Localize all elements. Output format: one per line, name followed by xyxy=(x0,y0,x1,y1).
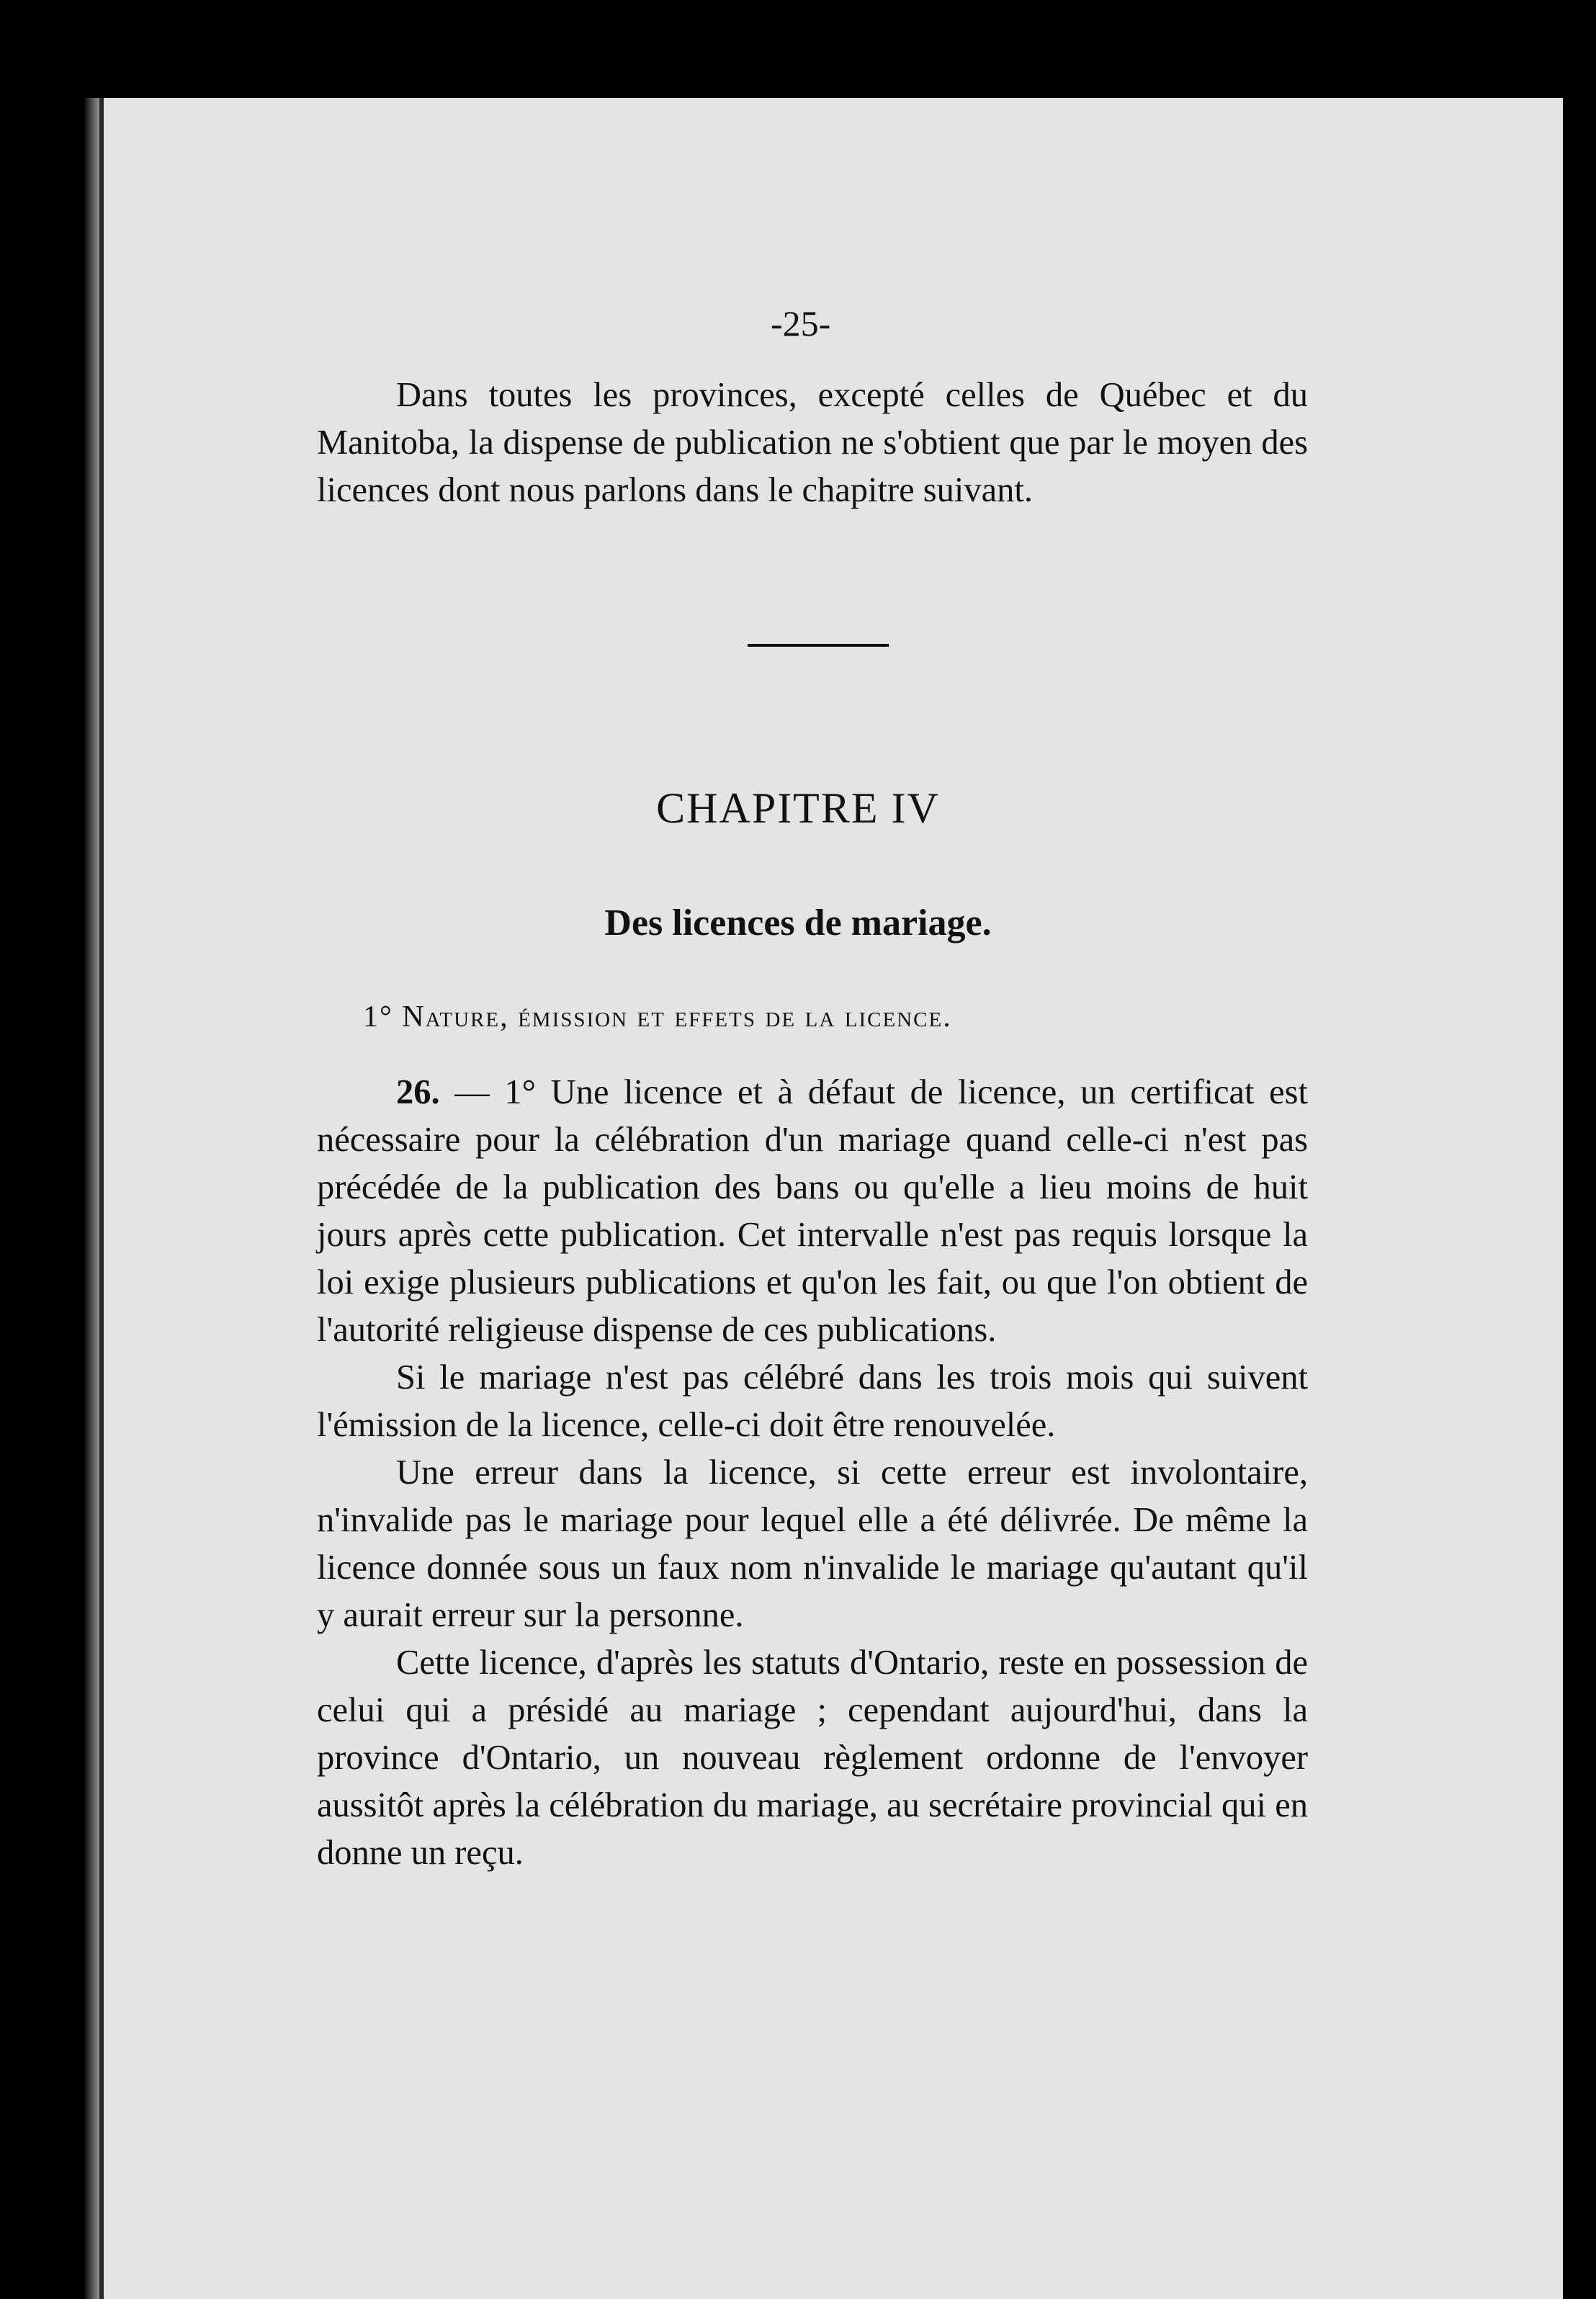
article-paragraph-4: Cette licence, d'après les statuts d'Ontario, reste en possession de celui qui a présidé au mariage ; cependant aujourd'hui, dans la province d'Ontario, un nouveau règlement ordonne de l'envoyer aussitôt après la célébration du mariage, au secrétaire provincial qui en donne un reçu. xyxy=(317,1644,1308,1872)
article-paragraph-1-text: — 1° Une licence et à défaut de licence, un certificat est nécessaire pour la célébration d'un mariage quand celle-ci n'est pas précédée de la publication des bans ou qu'elle a lieu moins de huit jours après cette publication. Cet intervalle n'est pas requis lorsque la loi exige plusieurs publications et qu'on les fait, ou que l'on obtient de l'autorité religieuse dispense de ces publications. xyxy=(317,1073,1309,1349)
article-paragraph-3: Une erreur dans la licence, si cette erreur est involontaire, n'invalide pas le mariage pour lequel elle a été délivrée. De même la licence donnée sous un faux nom n'invalide le mariage qu'autant qu'il y aurait erreur sur la personne. xyxy=(317,1453,1308,1634)
page-number: -25- xyxy=(771,303,831,344)
article-paragraph-2: Si le mariage n'est pas célébré dans les trois mois qui suivent l'émission de la licence, celle-ci doit être renouvelée. xyxy=(317,1358,1308,1444)
chapter-title: CHAPITRE IV xyxy=(656,784,940,832)
intro-paragraph: Dans toutes les provinces, excepté celles de Québec et du Manitoba, la dispense de publication ne s'obtient que par le moyen des licences dont nous parlons dans le chapitre suivant. xyxy=(317,376,1308,509)
intro-block xyxy=(317,372,1308,514)
article-block xyxy=(317,1069,1308,1877)
section-divider xyxy=(748,644,889,647)
section-heading: 1° Nature, émission et effets de la licence. xyxy=(363,1000,952,1034)
article-paragraph-1 xyxy=(317,1069,1308,1354)
chapter-subtitle: Des licences de mariage. xyxy=(604,902,992,944)
article-number: 26. xyxy=(396,1073,440,1111)
